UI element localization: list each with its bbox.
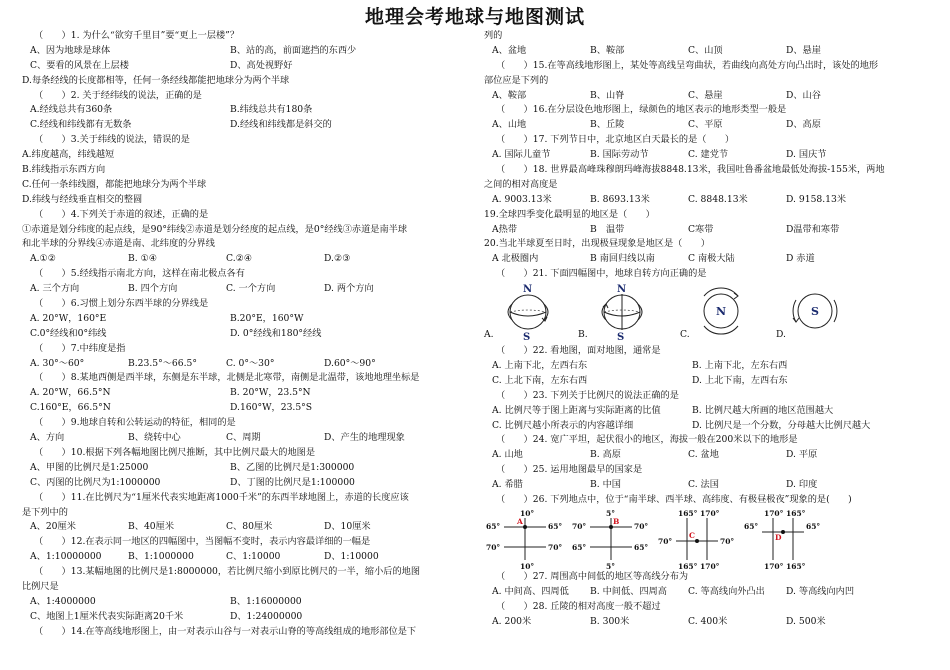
option-text: D、高原	[786, 119, 821, 131]
option-text: A、山地	[492, 119, 527, 131]
question-line: 是下列中的	[22, 506, 68, 518]
question-line: （ ）7.中纬度是指	[34, 342, 126, 354]
question-line: （ ）5.经线指示南北方向，这样在南北极点各有	[34, 268, 245, 280]
option-text: B. 8693.13米	[590, 193, 650, 205]
option-text: B.纬线总共有180条	[230, 104, 313, 116]
option-text: D、悬崖	[786, 44, 821, 56]
option-text: B、鞍部	[590, 44, 625, 56]
option-row	[22, 327, 470, 342]
option-text: A.经线总共有360条	[30, 104, 113, 116]
option-text: C、1:10000	[226, 551, 281, 563]
option-text: B. 中国	[590, 479, 621, 491]
option-text: D.②③	[324, 253, 351, 265]
option-row	[22, 252, 470, 267]
page-title: 地理会考地球与地图测试	[364, 6, 585, 28]
option-row	[484, 223, 936, 238]
option-text: C、80厘米	[226, 521, 273, 533]
grid-left-label: 65°	[572, 542, 587, 552]
option-text: B、山脊	[590, 89, 625, 101]
grid-right-label: 65°	[634, 542, 649, 552]
option-row	[22, 610, 470, 625]
option-text: B. 上南下北，左东右西	[692, 360, 788, 372]
option-text: D. 500米	[786, 615, 826, 627]
option-text: A. 30°～60°	[30, 357, 85, 369]
option-text: C 南极大陆	[688, 253, 735, 265]
grid-point-letter: A	[517, 516, 523, 526]
question-line: （ ）1. 为什么“欲穷千里目”要“更上一层楼”？	[34, 30, 240, 41]
question-line: A.纬度越高，纬线越短	[22, 149, 115, 161]
question-line: 20.当北半球夏至日时，出现极昼现象是地区是（ ）	[484, 238, 710, 250]
option-text: D.160°W，23.5°S	[230, 402, 313, 414]
question-line: （ ）28. 丘陵的相对高度一般不超过	[496, 600, 661, 612]
option-row	[22, 461, 470, 476]
option-text: B. 四个方向	[128, 283, 178, 295]
question-line: （ ）13.某幅地图的比例尺是1:8000000，若比例尺缩小到原比例尺的一半，缩小后的地图	[34, 566, 421, 578]
question-line: 之间的相对高度是	[484, 178, 558, 190]
option-text: C、山顶	[688, 44, 723, 56]
option-text: D温带和寒带	[786, 223, 840, 235]
option-text: C. 等高线向外凸出	[688, 585, 765, 597]
globe-north-counterclockwise-icon	[502, 282, 558, 342]
question-line: 和北半球的分界线④赤道是南、北纬度的分界线	[22, 238, 215, 250]
option-text: B. 300米	[590, 615, 630, 627]
question-line: 19.全球四季变化最明显的地区是（ ）	[484, 208, 655, 220]
grid-right-label: 70°	[634, 521, 649, 531]
question-line: （ ）6.习惯上划分东西半球的分界线是	[34, 298, 209, 310]
grid-left-label: 65°	[744, 521, 759, 531]
grid-point-letter: D	[775, 532, 782, 542]
option-text: A. 上南下北，左西右东	[492, 360, 588, 372]
svg-text:N: N	[617, 284, 627, 296]
option-row	[22, 118, 470, 133]
question-line: B.纬线指示东西方向	[22, 164, 106, 176]
option-text: D. 上北下南，左西右东	[692, 374, 788, 386]
option-row	[22, 595, 470, 610]
grid-top-label: 170° 165°	[764, 508, 806, 518]
option-text: A. 20°W，160°E	[30, 312, 107, 324]
grid-right-label: 65°	[548, 521, 563, 531]
grid-right-label: 70°	[548, 542, 563, 552]
q21-option-b: B.	[578, 329, 588, 341]
svg-text:S: S	[811, 305, 819, 319]
option-text: A. 希腊	[492, 479, 523, 491]
option-text: A 北极圈内	[492, 253, 539, 265]
location-point-icon	[523, 525, 527, 529]
option-text: C. 比例尺越小所表示的内容越详细	[492, 419, 634, 431]
q21-option-a: A.	[484, 329, 494, 341]
option-text: D. 平原	[786, 449, 818, 461]
option-row	[22, 312, 470, 327]
option-text: C. 8848.13米	[688, 193, 748, 205]
option-text: A. 比例尺等于图上距离与实际距离的比值	[492, 404, 661, 416]
option-text: A、鞍部	[492, 89, 527, 101]
question-line: D.纬线与经线垂直相交的整圆	[22, 193, 143, 205]
grid-bottom-label: 165° 170°	[678, 561, 720, 570]
option-row	[484, 404, 936, 419]
option-text: B 温带	[590, 223, 625, 235]
option-text: B 南回归线以南	[590, 253, 655, 265]
option-row	[22, 44, 470, 59]
option-text: C、平原	[688, 119, 723, 131]
grid-left-label: 70°	[572, 521, 587, 531]
option-text: C. 400米	[688, 615, 728, 627]
option-text: D、1:10000	[324, 551, 379, 563]
option-row	[22, 476, 470, 491]
option-text: D、丁图的比例尺是1:100000	[230, 476, 355, 488]
grid-right-label: 70°	[720, 536, 735, 546]
option-text: A、方向	[30, 432, 65, 444]
option-text: D 赤道	[786, 253, 815, 265]
option-text: B、乙图的比例尺是1:300000	[230, 461, 355, 473]
option-text: C.160°E，66.5°N	[30, 402, 111, 414]
option-text: A. 山地	[492, 449, 523, 461]
lat-long-grid-a	[484, 508, 566, 570]
option-text: A热带	[492, 223, 518, 235]
svg-text:S: S	[617, 332, 625, 343]
option-text: A. 9003.13米	[492, 193, 552, 205]
option-row	[484, 374, 936, 389]
question-line: 部位应是下列的	[484, 74, 549, 86]
globe-north-pole-view-icon	[696, 286, 746, 336]
option-row	[484, 193, 936, 208]
option-text: B.20°E，160°W	[230, 312, 304, 324]
grid-bottom-label: 170° 165°	[764, 561, 806, 570]
globe-north-clockwise-icon	[596, 282, 652, 342]
option-text: B. 国际劳动节	[590, 149, 649, 161]
option-text: C、地图上1厘米代表实际距离20千米	[30, 610, 184, 622]
grid-left-label: 70°	[658, 536, 673, 546]
option-text: D、1:24000000	[230, 610, 303, 622]
globe-south-pole-view-icon	[790, 286, 840, 336]
question-line: （ ）15.在等高线地形图上，某处等高线呈弯曲状，若曲线向高处方向凸出时，该处的地形	[496, 59, 879, 71]
question-line: （ ）24. 宽广平坦，起伏很小的地区，海拔一般在200米以下的地形是	[496, 434, 798, 446]
option-text: B. 20°W，23.5°N	[230, 387, 311, 399]
option-text: C.②④	[226, 253, 253, 265]
option-text: A、盆地	[492, 44, 527, 56]
option-row	[22, 431, 470, 446]
grid-bottom-label: 10°	[520, 561, 535, 570]
option-text: B. 中间低、四周高	[590, 585, 667, 597]
question-line: （ ）9.地球自转和公转运动的特征，相同的是	[34, 417, 236, 429]
question-line: （ ）4.下列关于赤道的叙述，正确的是	[34, 208, 209, 220]
option-row	[22, 386, 470, 401]
option-text: D.经线和纬线都是斜交的	[230, 119, 332, 131]
option-text: A. 20°W，66.5°N	[30, 387, 111, 399]
option-text: D. 比例尺是一个分数，分母越大比例尺越大	[692, 419, 871, 431]
option-text: A. 200米	[492, 615, 532, 627]
grid-top-label: 5°	[606, 508, 615, 518]
question-line: （ ）27. 周围高中间低的地区等高线分布为	[496, 570, 689, 582]
option-text: C、悬崖	[688, 89, 723, 101]
question-line: （ ）22. 看地图，面对地图，通常是	[496, 345, 661, 357]
option-text: B、1:16000000	[230, 595, 302, 607]
question-line: （ ）14.在等高线地形图上，由一对表示山谷与一对表示山脊的等高线组成的地形部位是下	[34, 625, 417, 637]
option-text: B. 高原	[590, 449, 621, 461]
option-row	[484, 252, 936, 267]
lat-long-grid-b	[570, 508, 652, 570]
grid-left-label: 70°	[486, 542, 501, 552]
question-line: 比例尺是	[22, 580, 59, 592]
option-row	[484, 419, 936, 434]
option-text: C、周期	[226, 432, 261, 444]
option-text: D. 两个方向	[324, 283, 374, 295]
option-text: A. 中间高、四周低	[492, 585, 569, 597]
option-row	[22, 59, 470, 74]
option-text: D、10厘米	[324, 521, 371, 533]
location-point-icon	[695, 539, 699, 543]
grid-point-letter: B	[613, 516, 620, 526]
option-text: A. 国际儿童节	[492, 149, 551, 161]
option-text: B. 比例尺越大所画的地区范围越大	[692, 404, 834, 416]
question-line: （ ）2. 关于经纬线的说法，正确的是	[34, 89, 202, 101]
option-row	[484, 585, 936, 600]
question-line: （ ）21. 下面四幅图中，地球自转方向正确的是	[496, 268, 707, 280]
option-text: D、高处视野好	[230, 59, 293, 71]
q21-option-c: C.	[680, 329, 690, 341]
option-text: B、站的高，前面遮挡的东西少	[230, 44, 357, 56]
grid-top-label: 165° 170°	[678, 508, 720, 518]
grid-point-letter: C	[689, 530, 695, 540]
north-label: N	[523, 284, 533, 296]
lat-long-grid-c	[656, 508, 738, 570]
lat-long-grid-d	[742, 508, 824, 570]
option-text: B、40厘米	[128, 521, 175, 533]
south-label: S	[523, 332, 531, 343]
option-row	[484, 148, 936, 163]
question-line: （ ）8.某地西侧是西半球，东侧是东半球，北侧是北寒带，南侧是北温带，该地地理坐标是	[34, 372, 420, 384]
grid-left-label: 65°	[486, 521, 501, 531]
question-line: D.每条经线的长度都相等，任何一条经线都能把地球分为两个半球	[22, 74, 290, 86]
option-row	[22, 520, 470, 535]
option-row	[484, 615, 936, 630]
option-text: B、丘陵	[590, 119, 625, 131]
option-row	[484, 448, 936, 463]
grid-right-label: 65°	[806, 521, 821, 531]
option-row	[484, 359, 936, 374]
option-text: C.0°经线和0°纬线	[30, 327, 107, 339]
question-line: ①赤道是划分纬度的起点线，是90°纬线②赤道是划分经度的起点线，是0°经线③赤道是南半球	[22, 223, 408, 235]
svg-text:N: N	[716, 305, 727, 319]
option-text: A、因为地球是球体	[30, 44, 111, 56]
option-text: D. 0°经线和180°经线	[230, 327, 322, 339]
option-text: C. 建党节	[688, 149, 729, 161]
question-line: （ ）3.关于纬线的说法，错误的是	[34, 134, 190, 146]
option-text: D. 印度	[786, 479, 818, 491]
option-text: A. 三个方向	[30, 283, 80, 295]
question-line: （ ）10.根据下列各幅地图比例尺推断，其中比例尺最大的地图是	[34, 446, 316, 458]
left-column	[22, 29, 470, 640]
option-text: D、产生的地理现象	[324, 432, 405, 444]
option-text: B、绕转中心	[128, 432, 181, 444]
question-line: （ ）17. 下列节日中，北京地区白天最长的是（ ）	[496, 134, 735, 146]
option-text: B.23.5°～66.5°	[128, 357, 197, 369]
option-text: B. ①④	[128, 253, 158, 265]
option-text: C. 法国	[688, 479, 719, 491]
option-text: D. 国庆节	[786, 149, 827, 161]
location-point-icon	[781, 530, 785, 534]
q21-option-d: D.	[776, 329, 786, 341]
option-text: A、1:10000000	[30, 551, 102, 563]
option-text: C.经线和纬线都有无数条	[30, 119, 132, 131]
option-text: D、山谷	[786, 89, 821, 101]
option-row	[22, 550, 470, 565]
option-row	[22, 357, 470, 372]
option-text: C. 盆地	[688, 449, 719, 461]
option-row	[484, 44, 936, 59]
question-line: （ ）16.在分层设色地形图上，绿颜色的地区表示的地形类型一般是	[496, 104, 787, 116]
option-row	[22, 401, 470, 416]
option-text: A、甲图的比例尺是1:25000	[30, 461, 149, 473]
grid-bottom-label: 5°	[606, 561, 615, 570]
option-text: C、丙图的比例尺为1:1000000	[30, 476, 161, 488]
question-line: （ ）23. 下列关于比例尺的说法正确的是	[496, 389, 679, 401]
option-row	[484, 89, 936, 104]
option-text: D. 9158.13米	[786, 193, 847, 205]
question-line: （ ）11.在比例尺为“1厘米代表实地距离1000千米”的东西半球地图上，赤道的长度应该	[34, 491, 409, 503]
option-text: C. 上北下南，左东右西	[492, 374, 588, 386]
right-block-1	[484, 29, 936, 282]
question-line: （ ）25. 运用地图最早的国家是	[496, 464, 643, 476]
right-block-2	[484, 344, 936, 508]
grid-top-label: 10°	[520, 508, 535, 518]
option-text: C. 0°～30°	[226, 357, 275, 369]
option-row	[22, 282, 470, 297]
question-line: （ ）26. 下列地点中，位于“南半球、西半球、高纬度、有极昼极夜”现象的是( )	[496, 494, 852, 506]
option-row	[484, 118, 936, 133]
option-text: C寒带	[688, 223, 714, 235]
option-text: C、要看的风景在上层楼	[30, 59, 129, 71]
option-text: D.60°～90°	[324, 357, 376, 369]
question-line: （ ）12.在表示同一地区的四幅图中，当图幅不变时，表示内容最详细的一幅是	[34, 536, 371, 548]
question-line: 列的	[484, 30, 503, 41]
option-text: A.①②	[30, 253, 57, 265]
option-text: A、20厘米	[30, 521, 76, 533]
option-text: B、1:1000000	[128, 551, 194, 563]
question-line: （ ）18. 世界最高峰珠穆朗玛峰海拔8848.13米，我国吐鲁番盆地最低处海拔-155米，两地	[496, 164, 885, 176]
option-text: A、1:4000000	[30, 595, 96, 607]
option-row	[22, 103, 470, 118]
q21-globes	[484, 282, 936, 344]
question-line: C.任何一条纬线圈，都能把地球分为两个半球	[22, 178, 207, 190]
option-text: D. 等高线向内凹	[786, 585, 855, 597]
right-column	[484, 29, 936, 630]
option-row	[484, 478, 936, 493]
right-block-3	[484, 570, 936, 630]
option-text: C. 一个方向	[226, 283, 276, 295]
q26-grids	[484, 508, 936, 570]
